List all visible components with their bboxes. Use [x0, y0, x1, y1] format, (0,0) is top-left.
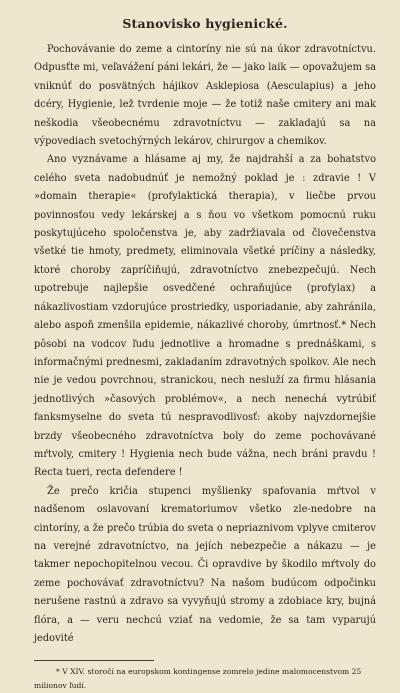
paragraph-2: Ano vyznávame a hlásame aj my, že najdrahší a za bohatstvo celého sveta nadobudnúť je nemožný poklad je : zdravie ! V »domain therapie« (profylaktická therapia), v liečbe prvou povinnosťou vedy lekárskej a s ňou vo všetkom pomocnú ruku poskytujúceho spoločenstva je, aby zadržiavala od človečenstva všetké tie hmoty, predmety, eliminovala všetké príčiny a následky, ktoré choroby zapríčiňujú, zdravotníctvo znebezpečujú. Nech upotrebuje najlepšie osvedčené ochraňujúce (profylax) a nákazlivostiam vzdorujúce prostriedky, usporiadanie, aby zahránila, alebo aspoň zmenšila epidemie, nákazlivé choroby, úmrtnosť.* Nech pôsobi na vodcov ľudu jednotlive a hromadne s prednáškami, s informačnými prednesmi, zakladaním zdravotných spolkov. Ale nech nie je vedou povrchnou, stranickou, nech nesluží za firmu hlásania jednotlivých »časových problémov«, a nech nenechá vytrúbiť fanksmyselne do sveta tú nespravodlivosť: akoby najvzdornejšie brzdy všeobecného zdravotníctva boly do zeme pochovávané mŕtvoly, cmitery ! Hygienia nech bude vážna, nech bráni pravdu ! Recta tueri, recta defendere !: [34, 154, 376, 479]
body-text: [34, 41, 376, 648]
paragraph-1: Pochovávanie do zeme a cintoríny nie sú na úkor zdravotníctvu. Odpusťte mi, veľavážení páni lekári, že — jako laik — opovažujem sa vniknúť do posvätných hájikov Asklepiosa (Aesculapius) a jeho dcéry, Hygienie, lež tvrdenie moje — že totiž naše cmitery ani mak neškodia všeobecnému zdravotníctvu — zakladajú sa na výpovediach svetochýrných lekárov, chirurgov a chemikov.: [34, 44, 376, 148]
section-heading: Stanovisko hygienické.: [122, 16, 288, 31]
footnote: * V XIV. storočí na europskom kontingense zomrelo jedine malomocenstvom 25 milionov ľudí.: [34, 667, 362, 691]
footnote-divider: [34, 660, 154, 661]
paragraph-3: Že prečo kričia stupenci myšlienky spafovania mŕtvol v nadšenom oslavovaní krematoriumov všetko zle-nedobre na cintoríny, a že prečo trúbia do sveta o nepriaznivom vplyve cmiterov na verejné zdravotníctvo, na jejích nebezpečie a nákazu — je takmer nepochopitelnou vecou. Či opravdive by škodilo mŕtvoly do zeme pochovávať zdravotníctvu? Na našom budúcom odpočinku nerušene rastnú a zdravo sa vyvyňujú stromy a zdobiace kry, bujná flóra, a — veru nechcú vziať na vedomie, že sa tam vyparujú jedovité: [34, 485, 376, 644]
